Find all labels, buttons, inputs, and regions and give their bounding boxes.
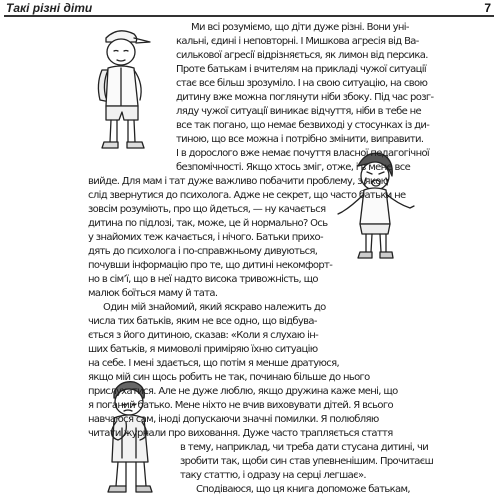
text-line: слід звернутися до психолога. Адже не секрет, що часто батьки не [88, 190, 406, 201]
text-line: дитину вже можна поглянути ніби збоку. Під час розг- [176, 92, 434, 103]
header-rule [4, 15, 494, 17]
text-line: почувши інформацію про те, що дитині некомфорт- [88, 260, 333, 271]
text-line: малюк боїться маму й тата. [88, 288, 218, 299]
text-line: на себе. І мені здається, що потім я менше дратуюся, [88, 358, 339, 369]
text-line: но в сім’ї, що в неї надто висока тривожність, що [88, 274, 318, 285]
text-line: І в дорослого вже немає почуття власної педагогічної [176, 148, 430, 159]
text-line: безпомічності. Якщо хтось зміг, отже, і в мене все [176, 162, 411, 173]
text-line: у знайомих теж качається, і нічого. Батьки прихо- [88, 232, 323, 243]
text-line: зробити так, щоби син став упевненішим. Прочитаєш [180, 456, 434, 467]
text-line: зовсім розуміють, про що йдеться, — ну качається [88, 204, 326, 215]
text-line: вийде. Для мам і тат дуже важливо побачити проблему, з якою [88, 176, 389, 187]
text-line: в тему, наприклад, чи треба дати стусана дитині, чи [180, 442, 429, 453]
text-line: Сподіваюся, що ця книга допоможе батькам, [196, 484, 410, 495]
text-line: читати журнали про виховання. Дуже часто трапляється стаття [88, 428, 393, 439]
text-line: Один мій знайомий, який яскраво належить до [103, 302, 326, 313]
text-line: Ми всі розуміємо, що діти дуже різні. Вони уні- [191, 22, 409, 33]
text-line: дитина по підлозі, так, може, це й нормально? Ось [88, 218, 328, 229]
text-line: тиною, що все можна і потрібно змінити, виправити. [176, 134, 424, 145]
running-header [0, 0, 500, 18]
text-line: таку статтю, і одразу на серці легшає». [180, 470, 366, 481]
text-line: дять до психолога і по-справжньому дивуються, [88, 246, 318, 257]
text-line: якщо мій син щось робить не так, починаю більше до нього [88, 372, 370, 383]
text-line: прислухатися. Але не дуже люблю, якщо дружина каже мені, що [88, 386, 398, 397]
page-number: 7 [484, 1, 491, 15]
text-line: стає все більш зрозуміло. І на свою ситуацію, на свою [176, 78, 428, 89]
text-line: Проте батькам і вчителям на прикладі чужої ситуації [176, 64, 427, 75]
text-line: навчаюся сам, іноді допускаючи значні помилки. Я полюбляю [88, 414, 379, 425]
boy-with-cap-illustration [88, 24, 158, 159]
text-line: я поганий батько. Мене ніхто не вчив виховувати дітей. Я всього [88, 400, 393, 411]
book-title: Такі різні діти [6, 1, 93, 15]
text-line: все так погано, що немає безвиході у стосунках із ди- [176, 120, 430, 131]
text-line: числа тих батьків, яким не все одно, що відбува- [88, 316, 317, 327]
text-line: ляду чужої ситуації виникає відчуття, ніби в тебе не [176, 106, 422, 117]
text-line: ших батьків, я мимоволі приміряю їхню ситуацію [88, 344, 318, 355]
text-line: кальні, єдині і неповторні. І Мишкова агресія від Ва- [176, 36, 419, 47]
text-line: ється з його дитиною, сказав: «Коли я слухаю ін- [88, 330, 319, 341]
text-line: силькової агресії відрізняється, як лимон від персика. [176, 50, 428, 61]
